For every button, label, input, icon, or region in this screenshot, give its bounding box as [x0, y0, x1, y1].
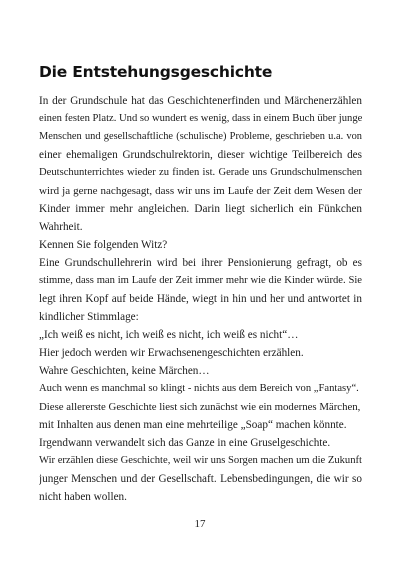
text-line: einer ehemaligen Grundschulrektorin, dieser wichtige Teilbereich des	[39, 149, 362, 161]
text-line: Kennen Sie folgenden Witz?	[39, 239, 168, 251]
text-line: Wir erzählen diese Geschichte, weil wir uns Sorgen machen um die Zukunft	[39, 455, 362, 466]
text-line: Menschen und gesellschaftliche (schulische) Probleme, geschrieben u.a. von	[39, 131, 362, 142]
text-line: nicht haben wollen.	[39, 491, 127, 503]
text-line: Hier jedoch werden wir Erwachsenengeschichten erzählen.	[39, 347, 304, 359]
text-line: Auch wenn es manchmal so klingt - nichts aus dem Bereich von „Fantasy“.	[39, 383, 359, 394]
text-line: legt ihren Kopf auf beide Hände, wiegt in hin und her und antwortet in	[39, 293, 362, 305]
text-line: Diese allererste Geschichte liest sich zunächst wie ein modernes Märchen,	[39, 401, 361, 413]
text-line: „Ich weiß es nicht, ich weiß es nicht, ich weiß es nicht“…	[39, 329, 299, 341]
text-line: mit Inhalten aus denen man eine mehrteilige „Soap“ machen könnte.	[39, 419, 347, 431]
text-line: Wahrheit.	[39, 221, 83, 233]
chapter-heading: Die Entstehungsgeschichte	[39, 63, 273, 81]
page-number: 17	[194, 518, 206, 530]
text-line: kindlicher Stimmlage:	[39, 311, 139, 323]
text-line: wird ja gerne nachgesagt, dass wir uns im Laufe der Zeit dem Wesen der	[39, 185, 362, 197]
text-line: Kinder immer mehr angleichen. Darin liegt sicherlich ein Fünkchen	[39, 203, 362, 215]
text-line: einen festen Platz. Und so wundert es wenig, dass in einem Buch über junge	[39, 113, 362, 124]
text-line: Irgendwann verwandelt sich das Ganze in eine Gruselgeschichte.	[39, 437, 331, 449]
text-line: Eine Grundschullehrerin wird bei ihrer Pensionierung gefragt, ob es	[39, 257, 362, 269]
text-line: stimme, dass man im Laufe der Zeit immer mehr wie die Kinder würde. Sie	[39, 275, 362, 286]
body-text	[39, 92, 362, 506]
text-line: junger Menschen und der Gesellschaft. Lebensbedingungen, die wir so	[39, 473, 362, 485]
text-line: In der Grundschule hat das Geschichtenerfinden und Märchenerzählen	[39, 95, 362, 107]
text-line: Deutschunterrichtes wieder zu finden ist. Gerade uns Grundschulmenschen	[39, 167, 362, 178]
text-line: Wahre Geschichten, keine Märchen…	[39, 365, 210, 377]
